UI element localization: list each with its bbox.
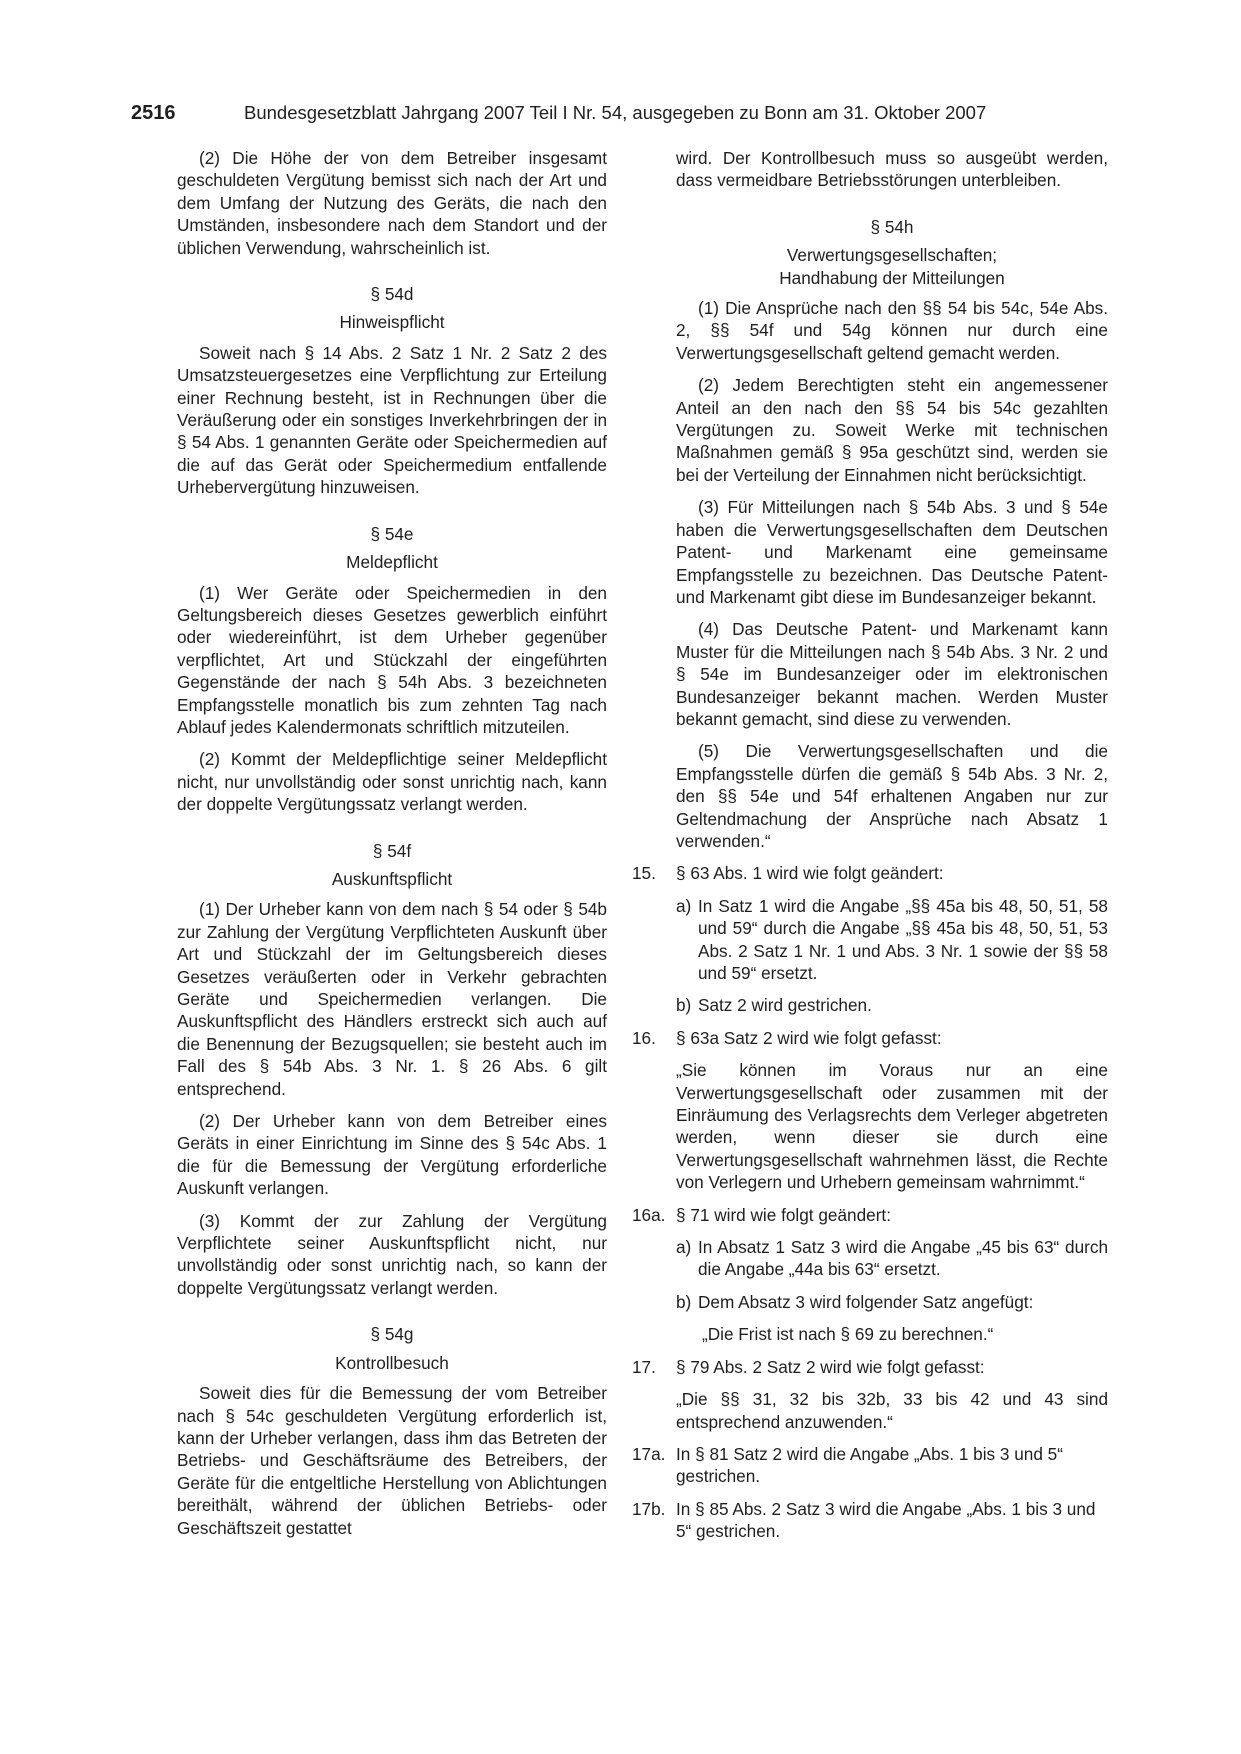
list-item — [632, 1443, 1108, 1488]
sub-item-label: a) — [676, 895, 692, 916]
page-header — [131, 100, 1111, 126]
sub-item-label: b) — [676, 995, 692, 1016]
paragraph: Soweit nach § 14 Abs. 2 Satz 1 Nr. 2 Satz 2 des Umsatzsteuergesetzes eine Verpflichtung zur Erteilung einer Rechnung besteht, ist in Rechnungen über die Veräußerung oder ein sonstiges Inverkehrbringen der in § 54 Abs. 1 genannten Geräte oder Speichermedien auf die auf das Gerät oder Speichermedium entfallende Urhebervergütung hinzuweisen. — [177, 342, 607, 498]
paragraph: (3) Kommt der zur Zahlung der Vergütung Verpflichtete seiner Auskunftspflicht nicht, nur unvollständig oder sonst unrichtig nach, so kann der doppelte Vergütungssatz verlangt werden. — [177, 1210, 607, 1298]
item-text: § 63 Abs. 1 wird wie folgt geändert: — [676, 863, 944, 884]
sub-item — [676, 1291, 1108, 1313]
paragraph: (2) Die Höhe der von dem Betreiber insgesamt geschuldeten Vergütung bemisst sich nach der Art und dem Umfang der Nutzung des Geräts, die nach den Umständen, insbesondere nach dem Standort und der üblichen Verwendung, wahrscheinlich ist. — [177, 148, 607, 258]
item-text: In § 81 Satz 2 wird die Angabe „Abs. 1 bis 3 und 5“ gestrichen. — [676, 1443, 1063, 1487]
section-title-line: Handhabung der Mitteilungen — [779, 267, 1005, 288]
paragraph: (3) Für Mitteilungen nach § 54b Abs. 3 und § 54e haben die Verwertungsgesellschaften dem Deutschen Patent- und Markenamt eine gemeinsame Empfangsstelle zu bezeichnen. Das Deutsche Patent- und Markenamt gibt diese im Bundesanzeiger bekannt. — [676, 497, 1108, 607]
sub-item-label: b) — [676, 1291, 692, 1312]
section-number: § 54g — [370, 1324, 414, 1345]
paragraph: (5) Die Verwertungsgesellschaften und die Empfangsstelle dürfen die gemäß § 54b Abs. 3 Nr. 2, den §§ 54e und 54f erhaltenen Angaben nur zur Geltendmachung der Ansprüche nach Absatz 1 verwenden.“ — [676, 741, 1108, 851]
paragraph: (2) Kommt der Meldepflichtige seiner Meldepflicht nicht, nur unvollständig oder sonst unrichtig nach, kann der doppelte Vergütungssatz verlangt werden. — [177, 749, 607, 815]
list-item — [632, 1204, 1108, 1226]
list-item — [632, 1356, 1108, 1378]
quoted-text: „Sie können im Voraus nur an eine Verwertungsgesellschaft oder zusammen mit der Einräumung des Verlagsrechts dem Verleger abgetreten werden, wenn dieser sie durch eine Verwertungsgesellschaft wahrnehmen lässt, die Rechte von Verlegern und Urhebern gemeinsam wahrnimmt.“ — [676, 1060, 1108, 1193]
item-text: In § 85 Abs. 2 Satz 3 wird die Angabe „Abs. 1 bis 3 und 5“ gestrichen. — [676, 1498, 1096, 1542]
section-number: § 54f — [372, 840, 412, 861]
paragraph: (4) Das Deutsche Patent- und Markenamt kann Muster für die Mitteilungen nach § 54b Abs. 3 Nr. 2 und § 54e im Bundesanzeiger oder im elektronischen Bundesanzeiger bekannt machen. Werden Muster bekannt gemacht, sind diese zu verwenden. — [676, 619, 1108, 729]
left-column — [177, 147, 607, 1549]
sub-item-label: a) — [676, 1237, 692, 1258]
list-item — [632, 862, 1108, 884]
item-text: § 63a Satz 2 wird wie folgt gefasst: — [676, 1027, 942, 1048]
section-number: § 54d — [370, 284, 414, 305]
sub-item-text: In Absatz 1 Satz 3 wird die Angabe „45 bis 63“ durch die Angabe „44a bis 63“ ersetzt. — [698, 1237, 1108, 1280]
sub-item — [676, 994, 1108, 1016]
section-title: Hinweispflicht — [339, 312, 445, 333]
sub-item — [676, 1236, 1108, 1281]
sub-item-text: Dem Absatz 3 wird folgender Satz angefügt: — [698, 1291, 1034, 1312]
item-number: 17. — [632, 1356, 656, 1377]
item-text: § 71 wird wie folgt geändert: — [676, 1204, 891, 1225]
paragraph: (2) Jedem Berechtigten steht ein angemessener Anteil an den nach den §§ 54 bis 54c gezahlten Vergütungen zu. Soweit Werke mit technischen Maßnahmen gemäß § 95a geschützt sind, werden sie bei der Verteilung der Einnahmen nicht berücksichtigt. — [676, 375, 1108, 485]
item-number: 15. — [632, 863, 656, 884]
section-number: § 54h — [870, 216, 914, 237]
section-title: Meldepflicht — [346, 552, 438, 573]
section-title — [676, 244, 1108, 289]
section-title: Kontrollbesuch — [335, 1352, 449, 1373]
paragraph: wird. Der Kontrollbesuch muss so ausgeübt werden, dass vermeidbare Betriebsstörungen unterbleiben. — [676, 148, 1108, 191]
section-title: Auskunftspflicht — [331, 868, 453, 889]
sub-item-text: Satz 2 wird gestrichen. — [698, 995, 872, 1016]
paragraph: (1) Wer Geräte oder Speichermedien in den Geltungsbereich dieses Gesetzes gewerblich einführt oder wiedereinführt, ist dem Urheber gegenüber verpflichtet, Art und Stückzahl der eingeführten Gegenstände der nach § 54h Abs. 3 bezeichneten Empfangsstelle monatlich bis zum zehnten Tag nach Ablauf jedes Kalendermonats schriftlich mitzuteilen. — [177, 582, 607, 737]
item-number: 17a. — [632, 1443, 666, 1464]
list-item — [632, 1498, 1108, 1543]
paragraph: (1) Die Ansprüche nach den §§ 54 bis 54c, 54e Abs. 2, §§ 54f und 54g können nur durch eine Verwertungsgesellschaft geltend gemacht werden. — [676, 298, 1108, 363]
running-title: Bundesgesetzblatt Jahrgang 2007 Teil I Nr. 54, ausgegeben zu Bonn am 31. Oktober 2007 — [244, 102, 987, 123]
paragraph: (2) Der Urheber kann von dem Betreiber eines Geräts in einer Einrichtung im Sinne des § 54c Abs. 1 die für die Bemessung der Vergütung erforderliche Auskunft verlangen. — [177, 1111, 607, 1199]
quoted-text: „Die Frist ist nach § 69 zu berechnen.“ — [702, 1324, 994, 1345]
section-number: § 54e — [370, 523, 414, 544]
page-number: 2516 — [131, 102, 176, 124]
paragraph: (1) Der Urheber kann von dem nach § 54 oder § 54b zur Zahlung der Vergütung Verpflichteten Auskunft über Art und Stückzahl der im Geltungsbereich dieses Gesetzes veräußerten oder in Verkehr gebrachten Geräte und Speichermedien verlangen. Die Auskunftspflicht des Händlers erstreckt sich auch auf die Benennung der Bezugsquellen; sie besteht auch im Fall des § 54b Abs. 3 Nr. 1. § 26 Abs. 6 gilt entsprechend. — [177, 899, 607, 1099]
item-number: 17b. — [632, 1498, 666, 1519]
section-title-line: Verwertungsgesellschaften; — [786, 245, 998, 266]
item-text: § 79 Abs. 2 Satz 2 wird wie folgt gefasst: — [676, 1356, 985, 1377]
list-item — [632, 1027, 1108, 1049]
item-number: 16. — [632, 1027, 656, 1048]
sub-item-text: In Satz 1 wird die Angabe „§§ 45a bis 48, 50, 51, 58 und 59“ durch die Angabe „§§ 45a bis 48, 50, 51, 53 Abs. 2 Satz 1 Nr. 1 und Abs. 3 Nr. 1 sowie der §§ 58 und 59“ ersetzt. — [698, 895, 1108, 983]
quoted-text: „Die §§ 31, 32 bis 32b, 33 bis 42 und 43 sind entsprechend anzuwenden.“ — [676, 1389, 1108, 1432]
section-54h — [676, 216, 1108, 853]
paragraph: Soweit dies für die Bemessung der vom Betreiber nach § 54c geschuldeten Vergütung erforderlich ist, kann der Urheber verlangen, dass ihm das Betreten der Betriebs- und Geschäftsräume des Betreibers, der Geräte für die entgeltliche Herstellung von Ablichtungen bereithält, während der üblichen Betriebs- oder Geschäftszeit gestattet — [177, 1383, 607, 1538]
sub-item — [676, 895, 1108, 985]
item-number: 16a. — [632, 1204, 666, 1225]
right-column — [632, 147, 1108, 1553]
